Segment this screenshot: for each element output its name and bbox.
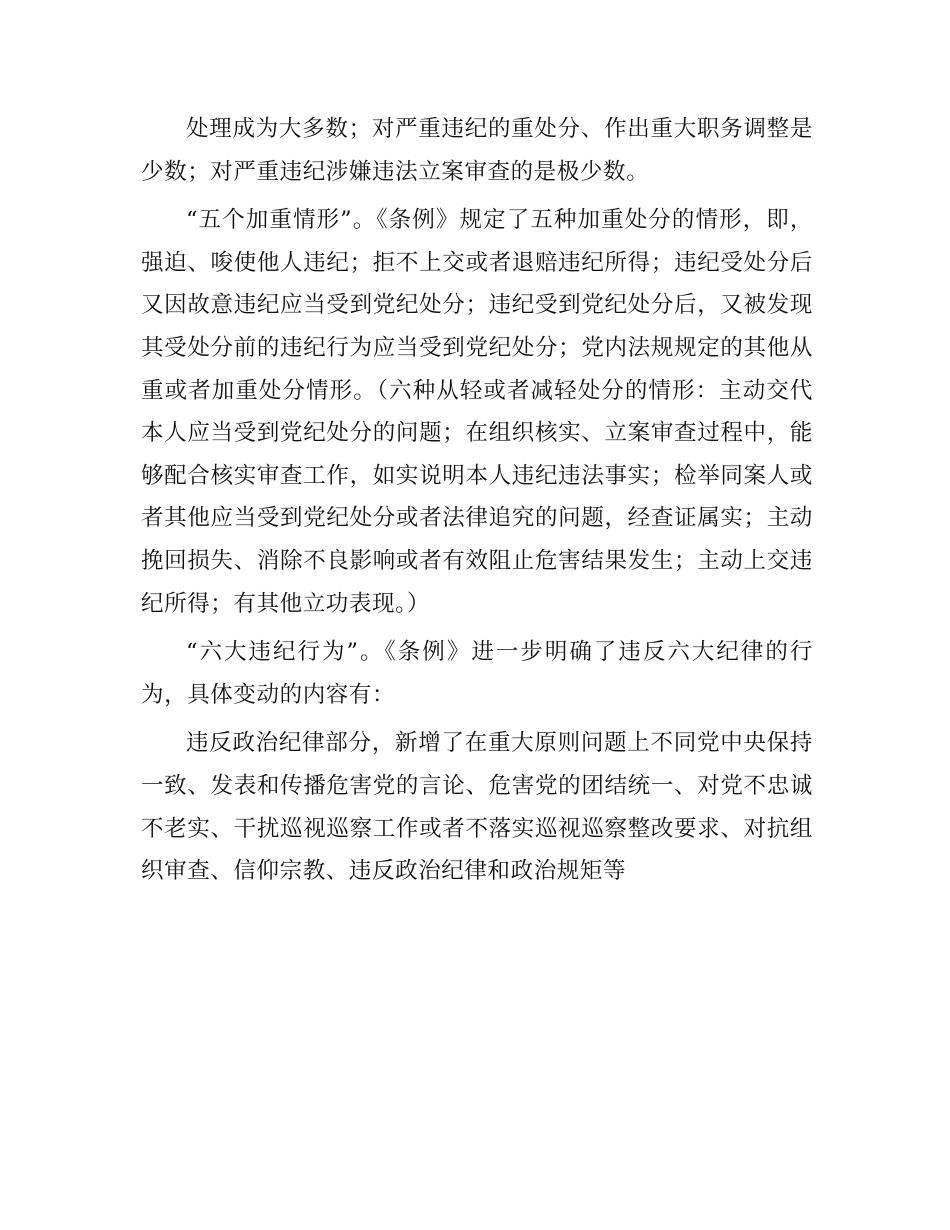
paragraph-five-aggravating-circumstances: “五个加重情形”。《条例》规定了五种加重处分的情形，即，强迫、唆使他人违纪；拒不上交或者退赔违纪所得；违纪受处分后又因故意违纪应当受到党纪处分；违纪受到党纪处分后，又被发现其受处分前的违纪行为应当受到党纪处分；党内法规规定的其他从重或者加重处分情形。（六种从轻或者减轻处分的情形：主动交代本人应当受到党纪处分的问题；在组织核实、立案审查过程中，能够配合核实审查工作，如实说明本人违纪违法事实；检举同案人或者其他应当受到党纪处分或者法律追究的问题，经查证属实；主动挽回损失、消除不良影响或者有效阻止危害结果发生；主动上交违纪所得；有其他立功表现。） bbox=[141, 207, 813, 617]
paragraph-six-violations: “六大违纪行为”。《条例》进一步明确了违反六大纪律的行为，具体变动的内容有： bbox=[141, 639, 813, 708]
paragraph-continuation: 处理成为大多数；对严重违纪的重处分、作出重大职务调整是少数；对严重违纪涉嫌违法立案审查的是极少数。 bbox=[141, 116, 813, 185]
document-body bbox=[141, 108, 813, 899]
paragraph-political-discipline: 违反政治纪律部分，新增了在重大原则问题上不同党中央保持一致、发表和传播危害党的言论、危害党的团结统一、对党不忠诚不老实、干扰巡视巡察工作或者不落实巡视巡察整改要求、对抗组织审查、信仰宗教、违反政治纪律和政治规矩等 bbox=[141, 730, 813, 885]
